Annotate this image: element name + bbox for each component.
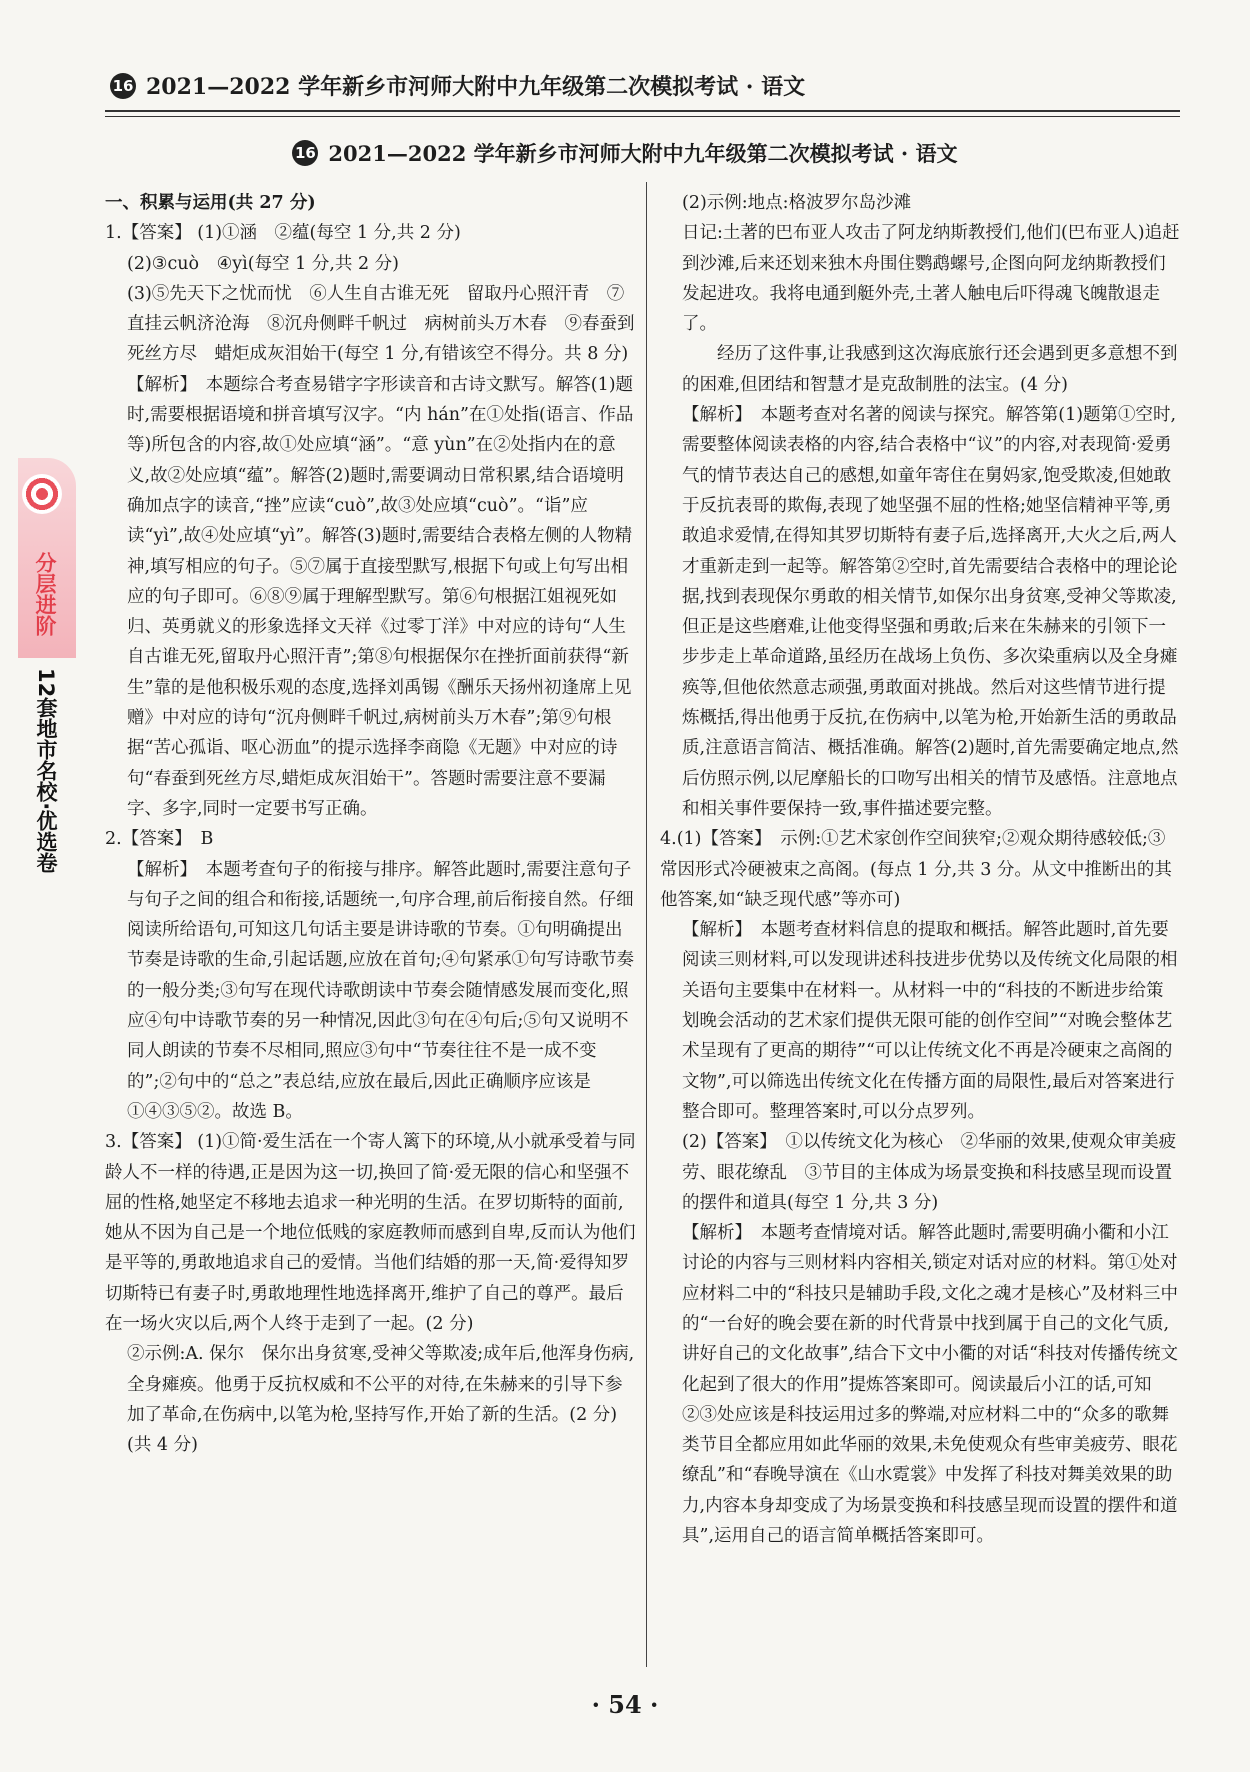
right-paragraph: 经历了这件事,让我感到这次海底旅行还会遇到更多意想不到的困难,但团结和智慧才是克敌制胜的法宝。(4 分) (682, 344, 1178, 395)
right-paragraph: 4.(1)【答案】 示例:①艺术家创作空间狭窄;②观众期待感较低;③常因形式冷硬被束之高阁。(每点 1 分,共 3 分。从文中推断出的其他答案,如“缺乏现代感”等亦可) (660, 829, 1172, 910)
target-icon (22, 474, 62, 514)
column-divider (646, 182, 647, 1667)
exam-number-badge: 16 (110, 73, 136, 99)
left-paragraph: (2)③cuò ④yì(每空 1 分,共 2 分) (127, 253, 399, 274)
right-column (660, 188, 1180, 1551)
running-header-text: 2021—2022 学年新乡市河师大附中九年级第二次模拟考试 · 语文 (146, 74, 806, 100)
side-label-series: 12套地市名校·优选卷 (34, 668, 58, 874)
left-paragraph: ②示例:A. 保尔 保尔出身贫寒,受神父等欺凌;成年后,他浑身伤病,全身瘫痪。他勇于反抗权威和不公平的对待,在朱赫来的引导下参加了革命,在伤病中,以笔为枪,坚持写作,开始了新的生活。(2 分)(共 4 分) (127, 1344, 635, 1456)
right-paragraph: 【解析】 本题考查情境对话。解答此题时,需要明确小衢和小江讨论的内容与三则材料内容相关,锁定对话对应的材料。第①处对应材料二中的“科技只是辅助手段,文化之魂才是核心”及材料三中的“一台好的晚会要在新的时代背景中找到属于自己的文化气质,讲好自己的文化故事”,结合下文中小衢的对话“科技对传播传统文化起到了很大的作用”提炼答案即可。阅读最后小江的话,可知②③处应该是科技运用过多的弊端,对应材料二中的“众多的歌舞类节目全都应用如此华丽的效果,未免使观众有些审美疲劳、眼花缭乱”和“春晚导演在《山水霓裳》中发挥了科技对舞美效果的助力,内容本身却变成了为场景变换和科技感呈现而设置的摆件和道具”,运用自己的语言简单概括答案即可。 (682, 1223, 1178, 1547)
right-paragraph: (2)【答案】 ①以传统文化为核心 ②华丽的效果,使观众审美疲劳、眼花缭乱 ③节目的主体成为场景变换和科技感呈现而设置的摆件和道具(每空 1 分,共 3 分) (682, 1132, 1177, 1213)
exam-title-text: 2021—2022 学年新乡市河师大附中九年级第二次模拟考试 · 语文 (328, 141, 958, 166)
exam-title (0, 138, 1250, 168)
left-column (105, 188, 637, 1460)
left-paragraph: 3.【答案】 (1)①简·爱生活在一个寄人篱下的环境,从小就承受着与同龄人不一样的待遇,正是因为这一切,换回了简·爱无限的信心和坚强不屈的性格,她坚定不移地去追求一种光明的生活。在罗切斯特的面前,她从不因为自己是一个地位低贱的家庭教师而感到自卑,反而认为他们是平等的,勇敢地追求自己的爱情。当他们结婚的那一天,简·爱得知罗切斯特已有妻子时,勇敢地理性地选择离开,维护了自己的尊严。最后在一场火灾以后,两个人终于走到了一起。(2 分) (105, 1132, 636, 1334)
left-paragraph: 1.【答案】 (1)①涵 ②蕴(每空 1 分,共 2 分) (105, 223, 461, 244)
left-paragraph: 【解析】 本题考查句子的衔接与排序。解答此题时,需要注意句子与句子之间的组合和衔接,话题统一,句序合理,前后衔接自然。仔细阅读所给语句,可知这几句话主要是讲诗歌的节奏。①句明确提出节奏是诗歌的生命,引起话题,应放在首句;④句紧承①句写诗歌节奏的一般分类;③句写在现代诗歌朗读中节奏会随情感发展而变化,照应④句中诗歌节奏的另一种情况,因此③句在④句后;⑤句又说明不同人朗读的节奏不尽相同,照应③句中“节奏往往不是一成不变的”;②句中的“总之”表总结,应放在最后,因此正确顺序应该是①④③⑤②。故选 B。 (127, 859, 635, 1122)
right-paragraph: (2)示例:地点:格波罗尔岛沙滩 (682, 193, 912, 213)
left-paragraph: 【解析】 本题综合考查易错字字形读音和古诗文默写。解答(1)题时,需要根据语境和拼音填写汉字。“内 hán”在①处指(语言、作品等)所包含的内容,故①处应填“涵”。“意 yùn”在②处指内在的意义,故②处应填“蕴”。解答(2)题时,需要调动日常积累,结合语境明确加点字的读音,“挫”应读“cuò”,故③处应填“cuò”。“诣”应读“yì”,故④处应填“yì”。解答(3)题时,需要结合表格左侧的人物精神,填写相应的句子。⑤⑦属于直接型默写,根据下句或上句写出相应的句子即可。⑥⑧⑨属于理解型默写。第⑥句根据江姐视死如归、英勇就义的形象选择文天祥《过零丁洋》中对应的诗句“人生自古谁无死,留取丹心照汗青”;第⑧句根据保尔在挫折面前获得“新生”靠的是他积极乐观的态度,选择刘禹锡《酬乐天扬州初逢席上见赠》中对应的诗句“沉舟侧畔千帆过,病树前头万木春”;第⑨句根据“苦心孤诣、呕心沥血”的提示选择李商隐《无题》中对应的诗句“春蚕到死丝方尽,蜡炬成灰泪始干”。答题时需要注意不要漏字、多字,同时一定要书写正确。 (127, 374, 634, 819)
title-number-badge: 16 (292, 140, 318, 166)
header-rule (105, 110, 1180, 117)
right-paragraph: 【解析】 本题考查材料信息的提取和概括。解答此题时,首先要阅读三则材料,可以发现讲述科技进步优势以及传统文化局限的相关语句主要集中在材料一。从材料一中的“科技的不断进步给策划晚会活动的艺术家们提供无限可能的创作空间”“对晚会整体艺术呈现有了更高的期待”“可以让传统文化不再是冷硬束之高阁的文物”,可以筛选出传统文化在传播方面的局限性,最后对答案进行整合即可。整理答案时,可以分点罗列。 (682, 920, 1178, 1122)
right-paragraph: 【解析】 本题考查对名著的阅读与探究。解答第(1)题第①空时,需要整体阅读表格的内容,结合表格中“议”的内容,对表现简·爱勇气的情节表达自己的感想,如童年寄住在舅妈家,饱受欺凌,但她敢于反抗表哥的欺侮,表现了她坚强不屈的性格;她坚信精神平等,勇敢追求爱情,在得知其罗切斯特有妻子后,选择离开,大火之后,两人才重新走到一起等。解答第②空时,首先需要结合表格中的理论论据,找到表现保尔勇敢的相关情节,如保尔出身贫寒,受神父等欺凌,但正是这些磨难,让他变得坚强和勇敢;后来在朱赫来的引领下一步步走上革命道路,虽经历在战场上负伤、多次染重病以及全身瘫痪等,但他依然意志顽强,勇敢面对挑战。然后对这些情节进行提炼概括,得出他勇于反抗,在伤病中,以笔为枪,开始新生活的勇敢品质,注意语言简洁、概括准确。解答(2)题时,首先需要确定地点,然后仿照示例,以尼摩船长的口吻写出相关的情节及感悟。注意地点和相关事件要保持一致,事件描述要完整。 (682, 405, 1179, 819)
left-paragraph: 2.【答案】 B (105, 829, 214, 850)
right-paragraph: 日记:土著的巴布亚人攻击了阿龙纳斯教授们,他们(巴布亚人)追赶到沙滩,后来还划来独木舟围住鹦鹉螺号,企图向阿龙纳斯教授们发起进攻。我将电通到艇外壳,土著人触电后吓得魂飞魄散退走了。 (682, 223, 1180, 335)
side-label-level: 分层进阶 (33, 552, 57, 636)
page-number: · 54 · (591, 1690, 659, 1719)
running-header (110, 70, 1110, 101)
left-paragraph: 一、积累与运用(共 27 分) (105, 193, 316, 213)
left-paragraph: (3)⑤先天下之忧而忧 ⑥人生自古谁无死 留取丹心照汗青 ⑦直挂云帆济沧海 ⑧沉舟侧畔千帆过 病树前头万木春 ⑨春蚕到死丝方尽 蜡炬成灰泪始干(每空 1 分,有错该空不得分。共 8 分) (127, 283, 635, 365)
